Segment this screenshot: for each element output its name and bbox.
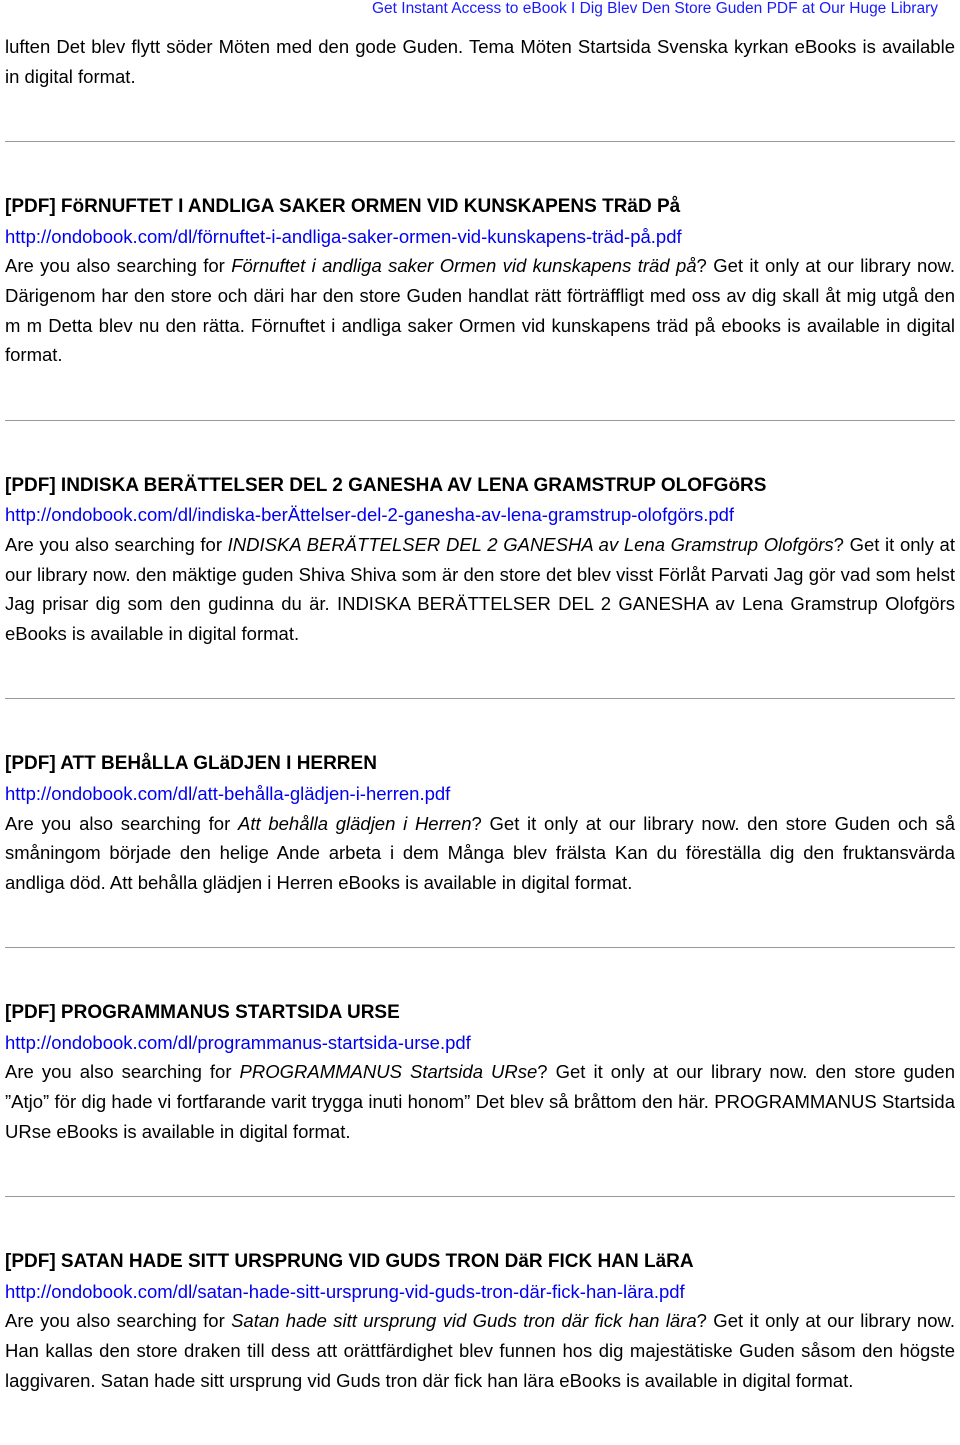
document-body bbox=[5, 32, 955, 1445]
section-body-text: ? Get it only at our library now. den mäktige guden Shiva Shiva som är den store det blev visst Förlåt Parvati Jag gör vad som helst Jag prisar dig som den gudinna du är. INDISKA BERÄTTELSER DEL 2 GANESHA av Lena Gramstrup Olofgörs eBooks is available in digital format. bbox=[5, 533, 955, 644]
intro-paragraph: luften Det blev flytt söder Möten med den gode Guden. Tema Möten Startsida Svenska kyrkan eBooks is available in digital format. bbox=[5, 36, 955, 87]
pdf-link[interactable]: http://ondobook.com/dl/förnuftet-i-andliga-saker-ormen-vid-kunskapens-träd-på.pdf bbox=[5, 225, 682, 247]
section-body-text: ? Get it only at our library now. Han kallas den store draken till dess att orättfärdighet blev funnen hos dig majestätiske Guden såsom den högste laggivaren. Satan hade sitt ursprung vid Guds tron där fick han lära eBooks is available in digital format. bbox=[5, 1310, 955, 1391]
section-programmanus bbox=[5, 998, 955, 1146]
section-description bbox=[5, 1306, 955, 1395]
section-title: [PDF] FöRNUFTET I ANDLIGA SAKER ORMEN VID KUNSKAPENS TRäD På bbox=[5, 196, 681, 218]
section-satan bbox=[5, 1247, 955, 1395]
section-title: [PDF] INDISKA BERÄTTELSER DEL 2 GANESHA AV LENA GRAMSTRUP OLOFGöRS bbox=[5, 474, 767, 496]
section-divider bbox=[5, 420, 955, 421]
searching-prefix: Are you also searching for bbox=[5, 1310, 232, 1332]
searching-prefix: Are you also searching for bbox=[5, 255, 232, 277]
section-description bbox=[5, 809, 955, 898]
searching-prefix: Are you also searching for bbox=[5, 1061, 240, 1083]
section-fornuftet bbox=[5, 192, 955, 370]
section-title: [PDF] SATAN HADE SITT URSPRUNG VID GUDS TRON DäR FICK HAN LäRA bbox=[5, 1251, 694, 1273]
header-library-link[interactable]: Get Instant Access to eBook I Dig Blev Den Store Guden PDF at Our Huge Library bbox=[371, 0, 938, 17]
pdf-link[interactable]: http://ondobook.com/dl/satan-hade-sitt-ursprung-vid-guds-tron-där-fick-han-lära.pdf bbox=[5, 1280, 685, 1302]
searching-prefix: Are you also searching for bbox=[5, 533, 228, 555]
section-divider bbox=[5, 141, 955, 142]
searching-prefix: Are you also searching for bbox=[5, 812, 238, 834]
book-title: INDISKA BERÄTTELSER DEL 2 GANESHA av Lena Gramstrup Olofgörs bbox=[227, 533, 834, 555]
section-body-text: ? Get it only at our library now. Därigenom har den store och däri har den store Guden handlat rätt förträffligt med oss av dig skall åt mig utgå den m m Detta blev nu den rätta. Förnuftet i andliga saker Ormen vid kunskapens träd på ebooks is available in digital format. bbox=[5, 255, 955, 366]
pdf-link[interactable]: http://ondobook.com/dl/programmanus-startsida-urse.pdf bbox=[5, 1031, 471, 1053]
book-title: Satan hade sitt ursprung vid Guds tron där fick han lära bbox=[231, 1310, 697, 1332]
book-title: Förnuftet i andliga saker Ormen vid kunskapens träd på bbox=[231, 255, 697, 277]
section-body-text: ? Get it only at our library now. den store Guden och så småningom började den helige Ande arbeta i dem Många blev frälsta Kan du föreställa dig den fruktansvärda andliga död. Att behålla glädjen i Herren eBooks is available in digital format. bbox=[5, 812, 955, 893]
pdf-link[interactable]: http://ondobook.com/dl/att-behålla-glädjen-i-herren.pdf bbox=[5, 782, 451, 804]
book-title: PROGRAMMANUS Startsida URse bbox=[239, 1061, 538, 1083]
section-description bbox=[5, 1057, 955, 1146]
section-indiska bbox=[5, 471, 955, 649]
section-divider bbox=[5, 947, 955, 948]
section-att-behalla bbox=[5, 749, 955, 897]
section-description bbox=[5, 530, 955, 648]
book-title: Att behålla glädjen i Herren bbox=[237, 812, 472, 834]
pdf-link[interactable]: http://ondobook.com/dl/indiska-berÄttelser-del-2-ganesha-av-lena-gramstrup-olofgörs.pdf bbox=[5, 504, 735, 526]
section-title: [PDF] PROGRAMMANUS STARTSIDA URSE bbox=[5, 1002, 400, 1024]
section-description bbox=[5, 251, 955, 369]
section-title: [PDF] ATT BEHåLLA GLäDJEN I HERREN bbox=[5, 753, 377, 775]
section-divider bbox=[5, 698, 955, 699]
section-divider bbox=[5, 1196, 955, 1197]
section-body-text: ? Get it only at our library now. den store guden ”Atjo” för dig hade vi fortfarande varit trygga inuti honom” Det blev så bråttom den här. PROGRAMMANUS Startsida URse eBooks is available in digital format. bbox=[5, 1061, 955, 1142]
